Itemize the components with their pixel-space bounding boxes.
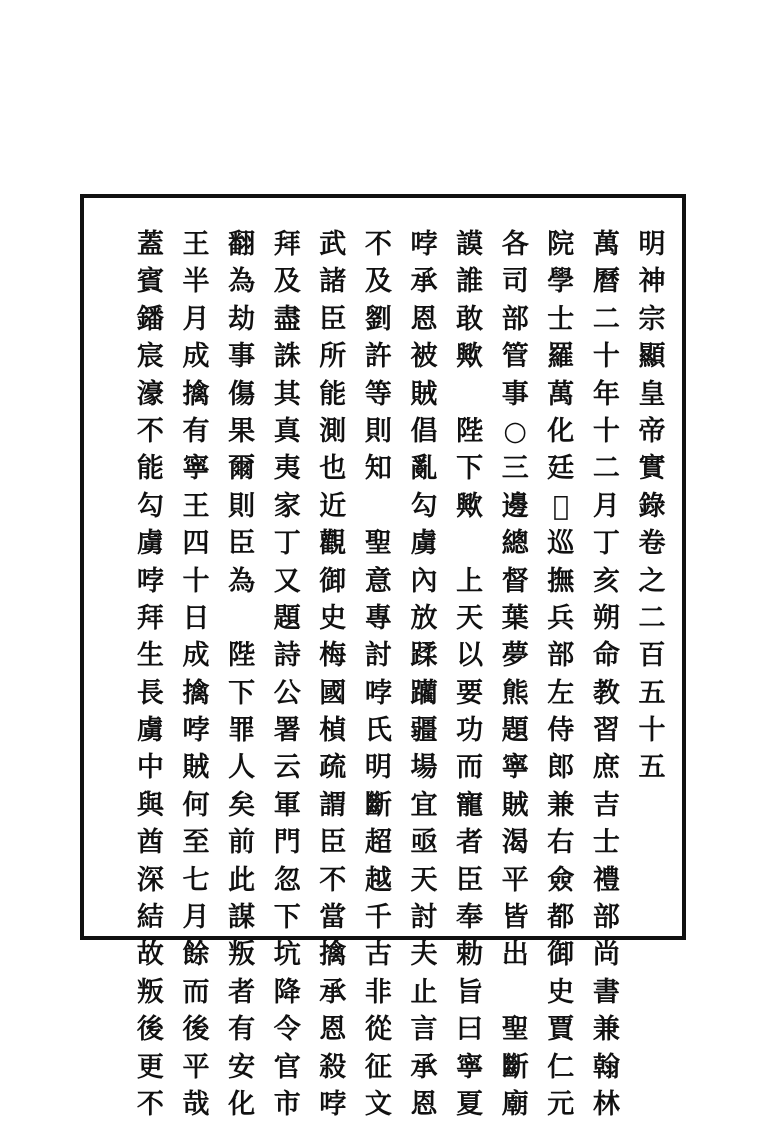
character: 翰 (592, 1051, 620, 1083)
character: 鐇 (136, 303, 164, 335)
character: 明 (364, 752, 392, 784)
character: 殺 (319, 1051, 347, 1083)
text-column (176, 226, 216, 1123)
character: 郎 (547, 752, 575, 784)
character: 五 (638, 677, 666, 709)
character: 兵 (547, 602, 575, 634)
character: 果 (228, 415, 256, 447)
character: 又 (273, 565, 301, 597)
character: 賈 (547, 1014, 575, 1046)
character: 天 (410, 864, 438, 896)
character: 止 (410, 976, 438, 1008)
text-column (358, 226, 398, 1123)
character: 拜 (273, 229, 301, 260)
character: 撫 (547, 565, 575, 597)
character: 天 (456, 602, 484, 634)
character: 討 (364, 640, 392, 672)
character: 習 (592, 715, 620, 747)
character: 月 (182, 902, 210, 934)
character: 斷 (501, 1051, 529, 1083)
character: 為 (228, 565, 256, 597)
character: 其 (273, 378, 301, 410)
character: 疏 (319, 752, 347, 784)
character: 千 (364, 902, 392, 934)
character: 從 (364, 1014, 392, 1046)
character: 夷 (273, 453, 301, 485)
character: 之 (638, 565, 666, 597)
character: 四 (182, 528, 210, 560)
character: 御 (319, 565, 347, 597)
character: 曰 (456, 1014, 484, 1046)
character: 拜 (136, 602, 164, 634)
character: 旨 (456, 976, 484, 1008)
character: 庶 (592, 752, 620, 784)
character: 二 (592, 453, 620, 485)
honorific-space (358, 488, 398, 525)
character: 半 (182, 266, 210, 298)
character: 承 (410, 266, 438, 298)
character: 宸 (136, 341, 164, 373)
character: 賊 (410, 378, 438, 410)
character: 濠 (136, 378, 164, 410)
character: 部 (501, 303, 529, 335)
character: 丁 (273, 528, 301, 560)
character: 卷 (638, 528, 666, 560)
character: 哱 (319, 1088, 347, 1120)
character: 者 (228, 976, 256, 1008)
character: 士 (592, 827, 620, 859)
character: 夫 (410, 939, 438, 971)
character: 右 (547, 827, 575, 859)
character: 謨 (456, 229, 484, 260)
character: 百 (638, 640, 666, 672)
character: 以 (456, 640, 484, 672)
character: 國 (319, 677, 347, 709)
character: 有 (182, 415, 210, 447)
character: 聖 (501, 1014, 529, 1046)
character: 歟 (456, 490, 484, 522)
character: 及 (273, 266, 301, 298)
character: 言 (410, 1014, 438, 1046)
character: 僉 (547, 864, 575, 896)
character: 承 (319, 976, 347, 1008)
character: 十 (182, 565, 210, 597)
character: 元 (547, 1088, 575, 1120)
character: 意 (364, 565, 392, 597)
character: 則 (228, 490, 256, 522)
character: 結 (136, 902, 164, 934)
character: 各 (501, 229, 529, 260)
character: 而 (456, 752, 484, 784)
character: 萬 (547, 378, 575, 410)
character: 令 (273, 1014, 301, 1046)
character: 躪 (410, 677, 438, 709)
character: 寧 (456, 1051, 484, 1083)
character: 人 (228, 752, 256, 784)
character: 賊 (182, 752, 210, 784)
character: 生 (136, 640, 164, 672)
character: 化 (547, 415, 575, 447)
character: 朔 (592, 602, 620, 634)
character: 深 (136, 864, 164, 896)
character: 梅 (319, 640, 347, 672)
honorific-space (495, 974, 535, 1011)
character: 部 (592, 902, 620, 934)
character: 與 (136, 789, 164, 821)
text-column (495, 226, 535, 1123)
honorific-space (450, 376, 490, 413)
character: 前 (228, 827, 256, 859)
character: 擒 (319, 939, 347, 971)
character: 夏 (456, 1088, 484, 1120)
character: 吉 (592, 789, 620, 821)
character: 亂 (410, 453, 438, 485)
character: 也 (319, 453, 347, 485)
character: 平 (501, 864, 529, 896)
character: 陛 (456, 415, 484, 447)
character: 恩 (410, 303, 438, 335)
character: 蹂 (410, 640, 438, 672)
character: 賓 (136, 266, 164, 298)
character: 𥠖 (552, 490, 569, 522)
character: 兼 (592, 1014, 620, 1046)
character: 不 (319, 864, 347, 896)
character: 十 (592, 415, 620, 447)
character: 寵 (456, 789, 484, 821)
character: 都 (547, 902, 575, 934)
text-column (404, 226, 444, 1123)
character: 臣 (456, 864, 484, 896)
character: 門 (273, 827, 301, 859)
character: 放 (410, 602, 438, 634)
character: 討 (410, 902, 438, 934)
character: 誰 (456, 266, 484, 298)
character: 叛 (136, 976, 164, 1008)
character: 不 (364, 229, 392, 260)
text-column (450, 226, 490, 1123)
character: 倡 (410, 415, 438, 447)
character: 哱 (182, 715, 210, 747)
character: 後 (182, 1014, 210, 1046)
character: 中 (136, 752, 164, 784)
character: 測 (319, 415, 347, 447)
character: 羅 (547, 341, 575, 373)
character: 矣 (228, 789, 256, 821)
character: 書 (592, 976, 620, 1008)
character: 下 (273, 902, 301, 934)
character: 市 (273, 1088, 301, 1120)
character: 巡 (547, 528, 575, 560)
character: 兼 (547, 789, 575, 821)
character: 臣 (319, 303, 347, 335)
character: 陛 (228, 640, 256, 672)
character: 史 (547, 976, 575, 1008)
character: 氏 (364, 715, 392, 747)
character: 則 (364, 415, 392, 447)
text-column (586, 226, 626, 1123)
character: 事 (501, 378, 529, 410)
character: 仁 (547, 1051, 575, 1083)
character: 文 (364, 1088, 392, 1120)
character: 敢 (456, 303, 484, 335)
character: 署 (273, 715, 301, 747)
character: 月 (592, 490, 620, 522)
character: 二 (638, 602, 666, 634)
character: 邊 (501, 490, 529, 522)
character: 顯 (638, 341, 666, 373)
character: 禮 (592, 864, 620, 896)
character: 古 (364, 939, 392, 971)
character: 上 (456, 565, 484, 597)
character: 教 (592, 677, 620, 709)
character: 院 (547, 229, 575, 260)
character: 謀 (228, 902, 256, 934)
character: 爾 (228, 453, 256, 485)
character: 至 (182, 827, 210, 859)
character: 軍 (273, 789, 301, 821)
character: 下 (228, 677, 256, 709)
character: 萬 (592, 229, 620, 260)
character: 宜 (410, 789, 438, 821)
character: 越 (364, 864, 392, 896)
character: 左 (547, 677, 575, 709)
character: 虜 (136, 715, 164, 747)
character: 餘 (182, 939, 210, 971)
character: 長 (136, 677, 164, 709)
character: 亥 (592, 565, 620, 597)
character: 恩 (410, 1088, 438, 1120)
character: 皇 (638, 378, 666, 410)
character: 劫 (228, 303, 256, 335)
character: 題 (273, 602, 301, 634)
character: 觀 (319, 528, 347, 560)
character: 哉 (182, 1088, 210, 1120)
character: 而 (182, 976, 210, 1008)
character: 事 (228, 341, 256, 373)
character: 總 (501, 528, 529, 560)
character: 降 (273, 976, 301, 1008)
character: 勅 (456, 939, 484, 971)
character: 渴 (501, 827, 529, 859)
volume-title-column (632, 226, 672, 787)
character: 二 (592, 303, 620, 335)
character: 成 (182, 341, 210, 373)
character: 等 (364, 378, 392, 410)
character: 聖 (364, 528, 392, 560)
character: 命 (592, 640, 620, 672)
character: 王 (182, 229, 210, 260)
character: 勾 (410, 490, 438, 522)
character: 明 (638, 229, 666, 260)
honorific-space (450, 525, 490, 562)
character: 翻 (228, 229, 256, 260)
character: 御 (547, 939, 575, 971)
text-column (313, 226, 353, 1123)
text-frame (80, 194, 686, 1120)
character: 所 (319, 341, 347, 373)
section-marker: ○ (503, 415, 527, 447)
character: 謂 (319, 789, 347, 821)
character: 知 (364, 453, 392, 485)
character: 要 (456, 677, 484, 709)
character: 誅 (273, 341, 301, 373)
character: 更 (136, 1051, 164, 1083)
character: 能 (136, 453, 164, 485)
text-column (541, 226, 581, 1123)
character: 平 (182, 1051, 210, 1083)
character: 化 (228, 1088, 256, 1120)
character: 月 (182, 303, 210, 335)
character: 下 (456, 453, 484, 485)
character: 督 (501, 565, 529, 597)
character: 三 (501, 453, 529, 485)
character: 罪 (228, 715, 256, 747)
character: 擒 (182, 677, 210, 709)
character: 帝 (638, 415, 666, 447)
character: 學 (547, 266, 575, 298)
character: 真 (273, 415, 301, 447)
character: 功 (456, 715, 484, 747)
character: 十 (638, 715, 666, 747)
character: 當 (319, 902, 347, 934)
character: 廟 (501, 1088, 529, 1120)
character: 出 (501, 939, 529, 971)
character: 征 (364, 1051, 392, 1083)
character: 蓋 (136, 229, 164, 260)
character: 葉 (501, 602, 529, 634)
character: 神 (638, 266, 666, 298)
character: 年 (592, 378, 620, 410)
character: 傷 (228, 378, 256, 410)
character: 內 (410, 565, 438, 597)
character: 皆 (501, 902, 529, 934)
character: 忽 (273, 864, 301, 896)
character: 七 (182, 864, 210, 896)
character: 及 (364, 266, 392, 298)
character: 實 (638, 453, 666, 485)
character: 亟 (410, 827, 438, 859)
character: 詩 (273, 640, 301, 672)
character: 盡 (273, 303, 301, 335)
character: 史 (319, 602, 347, 634)
character: 題 (501, 715, 529, 747)
character: 被 (410, 341, 438, 373)
character: 哱 (410, 229, 438, 260)
character: 管 (501, 341, 529, 373)
character: 官 (273, 1051, 301, 1083)
character: 家 (273, 490, 301, 522)
character: 斷 (364, 789, 392, 821)
character: 故 (136, 939, 164, 971)
character: 熊 (501, 677, 529, 709)
character: 公 (273, 677, 301, 709)
character: 叛 (228, 939, 256, 971)
character: 曆 (592, 266, 620, 298)
character: 宗 (638, 303, 666, 335)
character: 專 (364, 602, 392, 634)
character: 有 (228, 1014, 256, 1046)
text-column (267, 226, 307, 1123)
character: 丁 (592, 528, 620, 560)
character: 恩 (319, 1014, 347, 1046)
character: 此 (228, 864, 256, 896)
character: 能 (319, 378, 347, 410)
character: 虜 (410, 528, 438, 560)
character: 哱 (364, 677, 392, 709)
character: 者 (456, 827, 484, 859)
character: 非 (364, 976, 392, 1008)
character: 武 (319, 229, 347, 260)
character: 日 (182, 602, 210, 634)
character: 後 (136, 1014, 164, 1046)
character: 十 (592, 341, 620, 373)
character: 承 (410, 1051, 438, 1083)
text-column (130, 226, 170, 1123)
character: 五 (638, 752, 666, 784)
character: 許 (364, 341, 392, 373)
character: 尚 (592, 939, 620, 971)
character: 超 (364, 827, 392, 859)
honorific-space (222, 600, 262, 637)
character: 臣 (319, 827, 347, 859)
character: 賊 (501, 789, 529, 821)
character: 不 (136, 415, 164, 447)
character: 疆 (410, 715, 438, 747)
character: 侍 (547, 715, 575, 747)
character: 王 (182, 490, 210, 522)
character: 奉 (456, 902, 484, 934)
character: 擒 (182, 378, 210, 410)
character: 寧 (182, 453, 210, 485)
character: 錄 (638, 490, 666, 522)
character: 部 (547, 640, 575, 672)
character: 歟 (456, 341, 484, 373)
character: 酋 (136, 827, 164, 859)
character: 云 (273, 752, 301, 784)
character: 為 (228, 266, 256, 298)
character: 司 (501, 266, 529, 298)
character: 近 (319, 490, 347, 522)
text-column (222, 226, 262, 1123)
character: 何 (182, 789, 210, 821)
character: 士 (547, 303, 575, 335)
character: 安 (228, 1051, 256, 1083)
character: 臣 (228, 528, 256, 560)
character: 諸 (319, 266, 347, 298)
character: 場 (410, 752, 438, 784)
character: 寧 (501, 752, 529, 784)
character: 林 (592, 1088, 620, 1120)
character: 虜 (136, 528, 164, 560)
character: 不 (136, 1088, 164, 1120)
character: 夢 (501, 640, 529, 672)
character: 楨 (319, 715, 347, 747)
character: 勾 (136, 490, 164, 522)
character: 哱 (136, 565, 164, 597)
character: 成 (182, 640, 210, 672)
character: 廷 (547, 453, 575, 485)
character: 坑 (273, 939, 301, 971)
character: 劉 (364, 303, 392, 335)
